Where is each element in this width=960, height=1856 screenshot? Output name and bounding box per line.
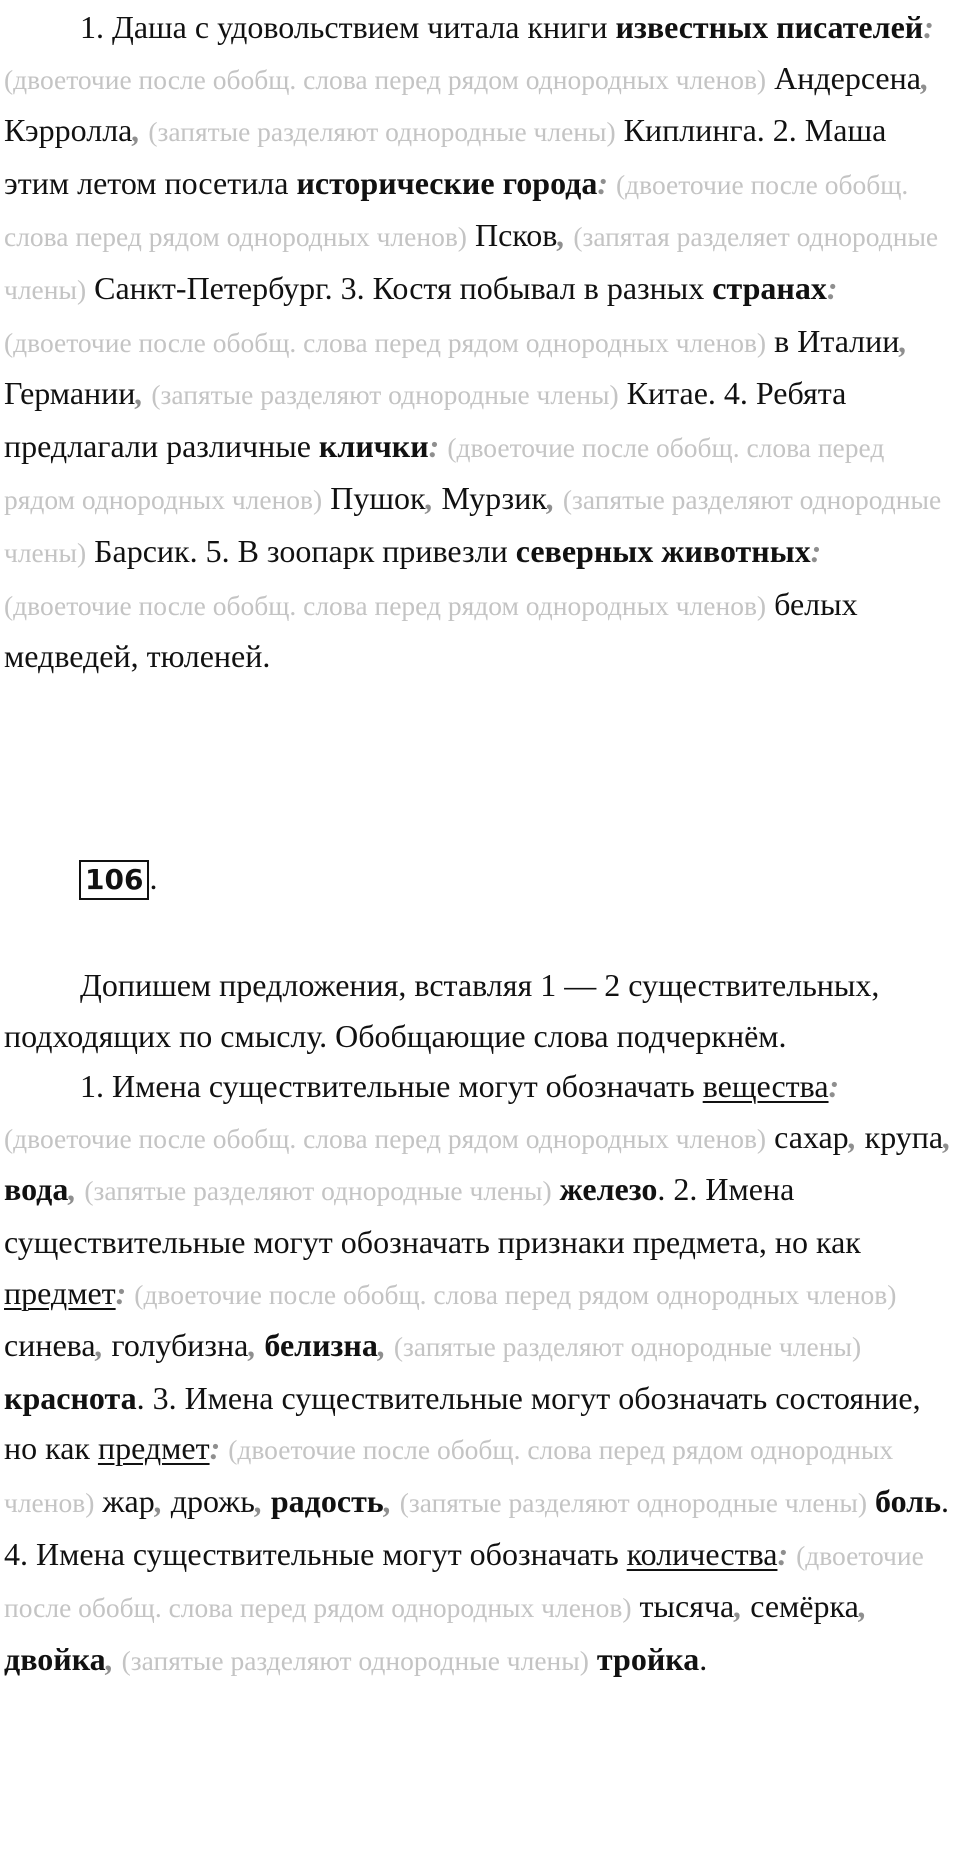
commas-comment: (запятые разделяют однородные члены) — [393, 1331, 862, 1363]
homogeneous-member: Санкт-Петербург. — [94, 269, 333, 306]
period: . — [136, 1379, 145, 1416]
sentence-2-number: 2. — [772, 112, 797, 149]
generalizing-word-2: исторические города — [296, 164, 598, 201]
comma-mark: , — [920, 59, 929, 96]
homogeneous-member: жар — [102, 1482, 155, 1519]
homogeneous-member: семёрка — [750, 1588, 859, 1625]
colon-mark: : — [923, 9, 934, 45]
homogeneous-member: Барсик. — [94, 532, 198, 569]
colon-mark: : — [428, 427, 440, 464]
commas-comment: (запятые разделяют однородные члены) — [84, 1175, 552, 1207]
inserted-word: боль — [874, 1482, 942, 1519]
generalizing-word-1: известных писателей — [615, 9, 924, 45]
homogeneous-member: Псков — [474, 217, 558, 254]
homogeneous-member: Андерсена — [774, 59, 921, 96]
colon-comment: (двоеточие после обобщ. слова перед рядом однородных членов) — [4, 589, 767, 621]
colon-comment: (двоеточие после обобщ. слова перед рядом однородных членов) — [4, 431, 885, 516]
inserted-word: белизна — [264, 1327, 378, 1364]
sentence-4-text: Имена существительные могут обозначать — [36, 1535, 619, 1572]
commas-comment: (запятые разделяют однородные члены) — [148, 116, 616, 148]
sentence-1-text: Даша с удовольствием читала книги — [112, 9, 608, 45]
colon-mark: : — [826, 269, 838, 306]
sentence-3-number: 3. — [340, 269, 365, 306]
sentence-2-text: Имена существительные могут обозначать признаки предмета, но как — [4, 1171, 861, 1260]
colon-mark: : — [810, 532, 822, 569]
comma-mark: , — [943, 1118, 952, 1155]
period: . — [657, 1171, 666, 1208]
comma-mark: , — [546, 480, 555, 517]
generalizing-word-4: клички — [318, 427, 429, 464]
sentence-1-number: 1. — [80, 1068, 104, 1105]
sentence-1-number: 1. — [80, 9, 104, 45]
sentence-3-text: Костя побывал в разных — [372, 269, 705, 306]
homogeneous-member: Китае. — [626, 375, 716, 412]
comma-mark: , — [95, 1327, 104, 1364]
sentence-4-text: Ребята предлагали различные — [4, 375, 847, 464]
comma-mark: , — [899, 322, 908, 359]
plain-comma: , — [130, 638, 139, 675]
homogeneous-member: дрожь — [170, 1482, 255, 1519]
homogeneous-member: белых медведей — [4, 585, 858, 675]
sentence-5-text: В зоопарк привезли — [237, 532, 508, 569]
colon-comment: (двоеточие после обобщ. слова перед рядом однородных членов) — [4, 168, 909, 253]
colon-mark: : — [209, 1430, 221, 1467]
comma-mark: , — [734, 1588, 743, 1625]
comma-mark: , — [154, 1482, 163, 1519]
commas-comment: (запятые разделяют однородные члены) — [4, 484, 942, 568]
comma-mark: , — [248, 1327, 257, 1364]
inserted-word: тройка — [596, 1640, 700, 1677]
generalizing-word-2: предмет — [4, 1274, 116, 1311]
sentence-5-number: 5. — [205, 532, 230, 569]
comma-mark: , — [68, 1171, 77, 1208]
comma-mark: , — [557, 217, 566, 254]
comma-comment: (запятая разделяет однородные члены) — [4, 221, 939, 305]
sentence-3-number: 3. — [152, 1379, 177, 1416]
homogeneous-member: Германии — [4, 375, 136, 412]
homogeneous-member: сахар — [774, 1118, 849, 1155]
period: . — [699, 1640, 708, 1677]
colon-mark: : — [777, 1535, 789, 1572]
exercise-106-paragraph — [4, 1061, 956, 1686]
task-statement: Допишем предложения, вставляя 1 — 2 существительных, подходящих по смыслу. Обобщающие слова подчеркнём. — [4, 967, 880, 1054]
commas-comment: (запятые разделяют однородные члены) — [151, 379, 619, 411]
homogeneous-member: в Италии — [774, 322, 900, 359]
commas-comment: (запятые разделяют однородные члены) — [121, 1644, 589, 1676]
sentence-2-number: 2. — [673, 1171, 698, 1208]
comma-mark: , — [848, 1118, 857, 1155]
generalizing-word-5: северных животных — [515, 532, 811, 569]
colon-comment: (двоеточие после обобщ. слова перед рядом однородных членов) — [4, 1122, 767, 1154]
colon-mark: : — [115, 1274, 127, 1311]
period: . — [941, 1482, 950, 1519]
sentence-4-number: 4. — [723, 375, 748, 412]
sentence-2-text: Маша этим летом посетила — [4, 112, 887, 201]
comma-mark: , — [135, 375, 144, 412]
comma-mark: , — [858, 1588, 867, 1625]
colon-comment: (двоеточие после обобщ. слова перед рядом однородных членов) — [4, 1434, 894, 1518]
colon-mark: : — [828, 1068, 840, 1105]
generalizing-word-1: вещества — [702, 1068, 829, 1105]
colon-comment: (двоеточие после обобщ. слова перед рядом однородных членов) — [4, 326, 767, 358]
sentence-1-text: Имена существительные могут обозначать — [112, 1068, 695, 1105]
comma-mark: , — [383, 1482, 392, 1519]
exercise-105-paragraph — [4, 2, 956, 682]
inserted-word: краснота — [4, 1379, 137, 1416]
exercise-105-answer — [4, 2, 956, 682]
comma-mark: , — [377, 1327, 386, 1364]
homogeneous-member: синева — [4, 1327, 96, 1364]
homogeneous-member: тюленей. — [146, 638, 271, 675]
inserted-word: двойка — [4, 1640, 106, 1677]
comma-mark: , — [105, 1640, 114, 1677]
exercise-number-dot: . — [149, 860, 158, 896]
exercise-number-106 — [79, 858, 157, 900]
sentence-3-text: Имена существительные могут обозначать состояние, но как — [4, 1379, 921, 1467]
comma-mark: , — [425, 480, 434, 517]
commas-comment: (запятые разделяют однородные члены) — [399, 1486, 867, 1518]
homogeneous-member: крупа — [864, 1118, 944, 1155]
sentence-4-number: 4. — [4, 1535, 28, 1572]
inserted-word: железо — [559, 1171, 658, 1208]
comma-mark: , — [132, 112, 141, 149]
generalizing-word-4: количества — [626, 1535, 778, 1572]
generalizing-word-3: странах — [712, 269, 827, 306]
exercise-number-box: 106 — [79, 860, 149, 900]
colon-comment: (двоеточие после обобщ. слова перед рядом однородных членов) — [4, 1539, 924, 1624]
generalizing-word-3: предмет — [97, 1430, 210, 1467]
homogeneous-member: голубизна — [111, 1327, 249, 1364]
homogeneous-member: Кэрролла — [4, 112, 133, 149]
homogeneous-member: Мурзик — [441, 480, 547, 517]
homogeneous-member: Пушок — [330, 480, 426, 517]
inserted-word: вода — [4, 1171, 69, 1208]
inserted-word: радость — [270, 1482, 384, 1519]
homogeneous-member: тысяча — [639, 1588, 735, 1625]
exercise-106-answer — [4, 960, 956, 1686]
colon-comment: (двоеточие после обобщ. слова перед рядом однородных членов) — [134, 1278, 897, 1310]
colon-mark: : — [597, 164, 609, 201]
homogeneous-member: Киплинга. — [623, 112, 765, 149]
colon-comment: (двоеточие после обобщ. слова перед рядом однородных членов) — [4, 63, 767, 95]
comma-mark: , — [254, 1482, 263, 1519]
